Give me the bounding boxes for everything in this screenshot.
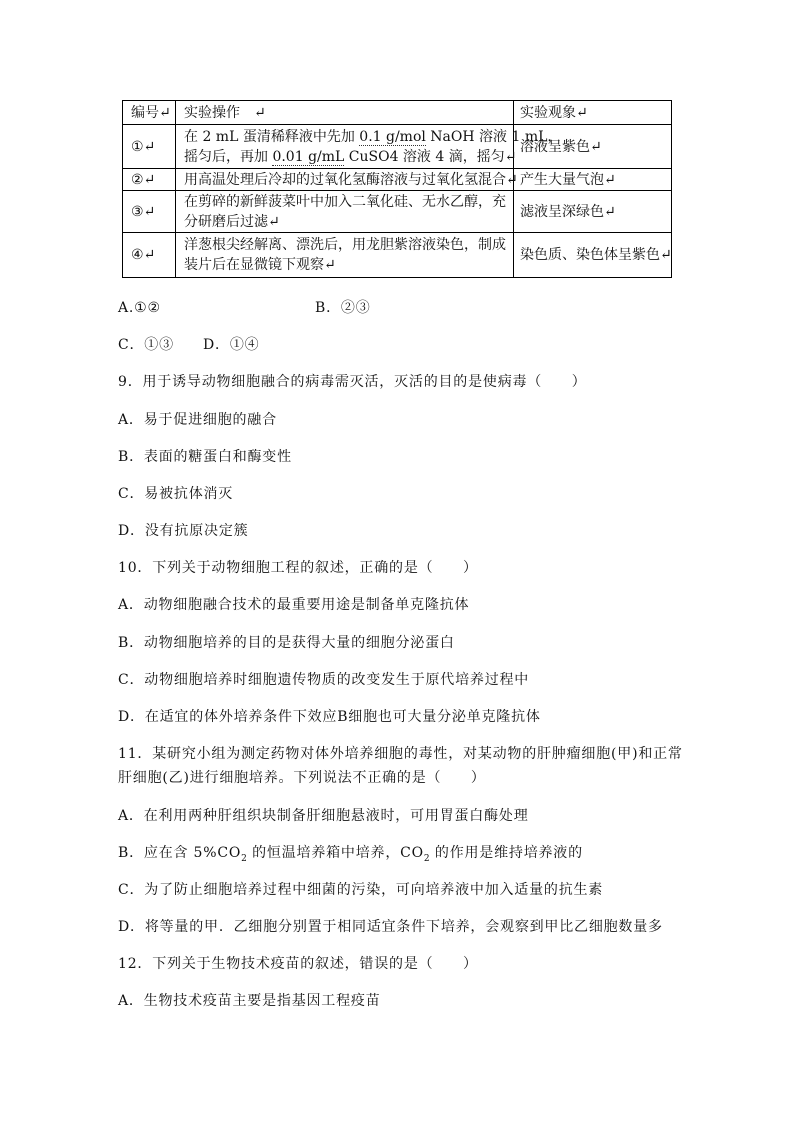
q10-option-d: D．在适宜的体外培养条件下效应B细胞也可大量分泌单克隆抗体 bbox=[118, 709, 541, 725]
header-operation: 实验操作 ↵ bbox=[176, 101, 514, 125]
q11-option-b bbox=[118, 843, 583, 863]
subscript: 2 bbox=[241, 853, 247, 864]
q8-option-c: C．①③ bbox=[118, 337, 174, 353]
q8-option-d: D．①④ bbox=[203, 337, 260, 353]
table-row bbox=[123, 191, 672, 233]
row-id: ③↵ bbox=[123, 191, 176, 233]
operation-text: 在 2 mL 蛋清稀释液中先加 bbox=[184, 128, 360, 145]
row-operation bbox=[176, 191, 514, 233]
row-id: ①↵ bbox=[123, 125, 176, 169]
operation-text: NaOH 溶液 1 mL， bbox=[425, 128, 562, 145]
row-id: ②↵ bbox=[123, 169, 176, 191]
operation-underlined-text: 0.1 g/mol bbox=[359, 128, 426, 145]
header-id: 编号↵ bbox=[123, 101, 176, 125]
row-id: ④↵ bbox=[123, 233, 176, 278]
q12-option-a: A．生物技术疫苗主要是指基因工程疫苗 bbox=[118, 993, 381, 1009]
row-operation bbox=[176, 233, 514, 278]
q9-option-b: B．表面的糖蛋白和酶变性 bbox=[118, 449, 292, 465]
q10-option-a: A．动物细胞融合技术的最重要用途是制备单克隆抗体 bbox=[118, 597, 470, 613]
q12-stem: 12．下列关于生物技术疫苗的叙述，错误的是（ ） bbox=[118, 956, 478, 972]
table-header-row bbox=[123, 101, 672, 125]
operation-text: 摇匀后，再加 bbox=[184, 148, 273, 165]
table-row bbox=[123, 169, 672, 191]
q11-stem-line2: 肝细胞(乙)进行细胞培养。下列说法不正确的是（ ） bbox=[118, 770, 486, 786]
subscript: 2 bbox=[423, 853, 430, 864]
row-phenomenon: 溶液呈紫色↵ bbox=[514, 125, 672, 169]
q11-option-a: A．在利用两种肝组织块制备肝细胞悬液时，可用胃蛋白酶处理 bbox=[118, 808, 529, 824]
row-phenomenon: 产生大量气泡↵ bbox=[514, 169, 672, 191]
operation-text: 分研磨后过滤↵ bbox=[184, 213, 280, 230]
q10-option-b: B．动物细胞培养的目的是获得大量的细胞分泌蛋白 bbox=[118, 635, 455, 651]
row-operation: 用高温处理后冷却的过氧化氢酶溶液与过氧化氢混合↵ bbox=[176, 169, 514, 191]
q8-option-a: A.①② bbox=[118, 300, 161, 316]
row-phenomenon: 滤液呈深绿色↵ bbox=[514, 191, 672, 233]
q11-option-c: C．为了防止细胞培养过程中细菌的污染，可向培养液中加入适量的抗生素 bbox=[118, 882, 604, 898]
q9-stem: 9．用于诱导动物细胞融合的病毒需灭活，灭活的目的是使病毒（ ） bbox=[118, 374, 587, 390]
operation-underlined-text: 0.01 g/mL bbox=[272, 148, 345, 165]
q11-stem-line1: 11．某研究小组为测定药物对体外培养细胞的毒性，对某动物的肝肿瘤细胞(甲)和正常 bbox=[118, 746, 683, 762]
table-row bbox=[123, 233, 672, 278]
q11-option-b-text: B．应在含 5%CO bbox=[118, 845, 242, 861]
q11-option-d: D．将等量的甲．乙细胞分别置于相同适宜条件下培养，会观察到甲比乙细胞数量多 bbox=[118, 919, 663, 935]
operation-text: 装片后在显微镜下观察↵ bbox=[184, 257, 336, 273]
operation-text: 洋葱根尖经解离、漂洗后，用龙胆紫溶液染色，制成 bbox=[184, 237, 506, 253]
q11-option-b-text: 的作用是维持培养液的 bbox=[429, 845, 583, 861]
q10-option-c: C．动物细胞培养时细胞遗传物质的改变发生于原代培养过程中 bbox=[118, 672, 530, 688]
experiment-table bbox=[122, 100, 672, 278]
operation-text: CuSO4 溶液 4 滴，摇匀↵ bbox=[344, 148, 517, 165]
operation-text: 在剪碎的新鲜菠菜叶中加入二氧化硅、无水乙醇，充 bbox=[184, 193, 506, 210]
q9-option-c: C．易被抗体消灭 bbox=[118, 486, 234, 502]
q8-option-b: B．②③ bbox=[315, 300, 371, 316]
q9-option-a: A．易于促进细胞的融合 bbox=[118, 412, 277, 428]
q9-option-d: D．没有抗原决定簇 bbox=[118, 523, 249, 539]
header-phenomenon: 实验观象↵ bbox=[514, 101, 672, 125]
q10-stem: 10．下列关于动物细胞工程的叙述，正确的是（ ） bbox=[118, 560, 478, 576]
table-row bbox=[123, 125, 672, 169]
row-phenomenon: 染色质、染色体呈紫色↵ bbox=[514, 233, 672, 278]
q11-option-b-text: 的恒温培养箱中培养，CO bbox=[246, 845, 424, 861]
